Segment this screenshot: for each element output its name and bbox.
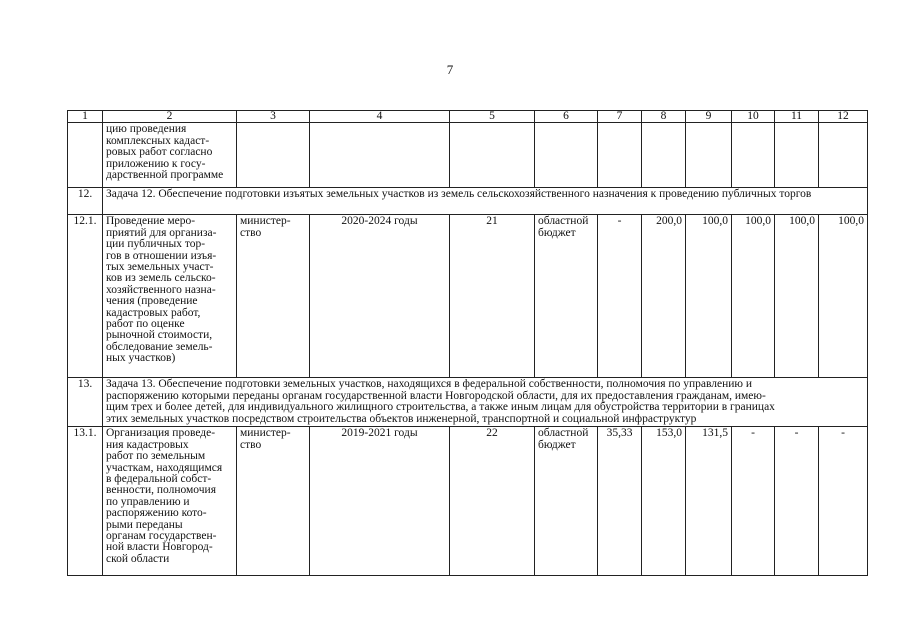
value-cell-col9: 100,0 [686, 215, 732, 378]
executor-cell: министер- ство [237, 215, 310, 378]
header-row [68, 111, 868, 123]
value-cell-col7: - [598, 215, 642, 378]
value-cell-col9: 131,5 [686, 427, 732, 576]
empty-cell [237, 123, 310, 188]
value-cell-col12: - [819, 427, 868, 576]
empty-cell [68, 123, 103, 188]
header-cell: 3 [237, 111, 310, 123]
period-cell: 2019-2021 годы [310, 427, 450, 576]
task-row-12 [68, 188, 868, 215]
funding-source-cell: областной бюджет [535, 215, 598, 378]
item-row-12-1 [68, 215, 868, 378]
empty-cell [732, 123, 775, 188]
task-text-cell: Задача 12. Обеспечение подготовки изъятых земельных участков из земель сельскохозяйственного назначения к проведению публичных торгов [103, 188, 868, 215]
task-row-13 [68, 378, 868, 427]
value-cell-col11: 100,0 [775, 215, 819, 378]
funding-source-cell: областной бюджет [535, 427, 598, 576]
value-cell-col10: - [732, 427, 775, 576]
header-cell: 2 [103, 111, 237, 123]
item-number-cell: 13.1. [68, 427, 103, 576]
value-cell-col10: 100,0 [732, 215, 775, 378]
program-table [67, 110, 868, 576]
value-cell-col11: - [775, 427, 819, 576]
empty-cell [686, 123, 732, 188]
item-row-13-1 [68, 427, 868, 576]
empty-cell [598, 123, 642, 188]
task-number-cell: 12. [68, 188, 103, 215]
target-indicator-cell: 21 [450, 215, 535, 378]
page-number: 7 [446, 62, 454, 77]
header-cell: 1 [68, 111, 103, 123]
value-cell-col8: 153,0 [642, 427, 686, 576]
target-indicator-cell: 22 [450, 427, 535, 576]
header-cell: 7 [598, 111, 642, 123]
table-row-continuation [68, 123, 868, 188]
item-number-cell: 12.1. [68, 215, 103, 378]
task-text-cell: Задача 13. Обеспечение подготовки земельных участков, находящихся в федеральной собственности, полномочия по управлению и распоряжению которыми переданы органам государственной власти Новгородской области, для их предоставления гражданам, имею- щим трех и более детей, для индивидуального жилищного строительства, а также иным лицам для обустройства территории в границах этих земельных участков посредством строительства объектов инженерной, транспортной и социальной инфраструктур [103, 378, 868, 427]
empty-cell [819, 123, 868, 188]
task-number-cell: 13. [68, 378, 103, 427]
empty-cell [310, 123, 450, 188]
header-cell: 12 [819, 111, 868, 123]
activity-name-cell: цию проведения комплексных кадаст- ровых работ согласно приложению к госу- дарственной программе [103, 123, 237, 188]
empty-cell [535, 123, 598, 188]
executor-cell: министер- ство [237, 427, 310, 576]
header-cell: 8 [642, 111, 686, 123]
activity-name-cell: Организация проведе- ния кадастровых работ по земельным участкам, находящимся в федеральной собст- венности, полномочия по управлению и распоряжению кото- рыми переданы органам государствен- ной власти Новгород- ской области [103, 427, 237, 576]
header-cell: 10 [732, 111, 775, 123]
activity-name-cell: Проведение меро- приятий для организа- ции публичных тор- гов в отношении изъя- тых земельных участ- ков из земель сельско- хозяйственного назна- чения (проведение кадастровых работ, работ по оценке рыночной стоимости, обследование земель- ных участков) [103, 215, 237, 378]
value-cell-col7: 35,33 [598, 427, 642, 576]
header-cell: 9 [686, 111, 732, 123]
value-cell-col8: 200,0 [642, 215, 686, 378]
header-cell: 5 [450, 111, 535, 123]
period-cell: 2020-2024 годы [310, 215, 450, 378]
header-cell: 4 [310, 111, 450, 123]
empty-cell [450, 123, 535, 188]
value-cell-col12: 100,0 [819, 215, 868, 378]
header-cell: 11 [775, 111, 819, 123]
empty-cell [775, 123, 819, 188]
header-cell: 6 [535, 111, 598, 123]
empty-cell [642, 123, 686, 188]
